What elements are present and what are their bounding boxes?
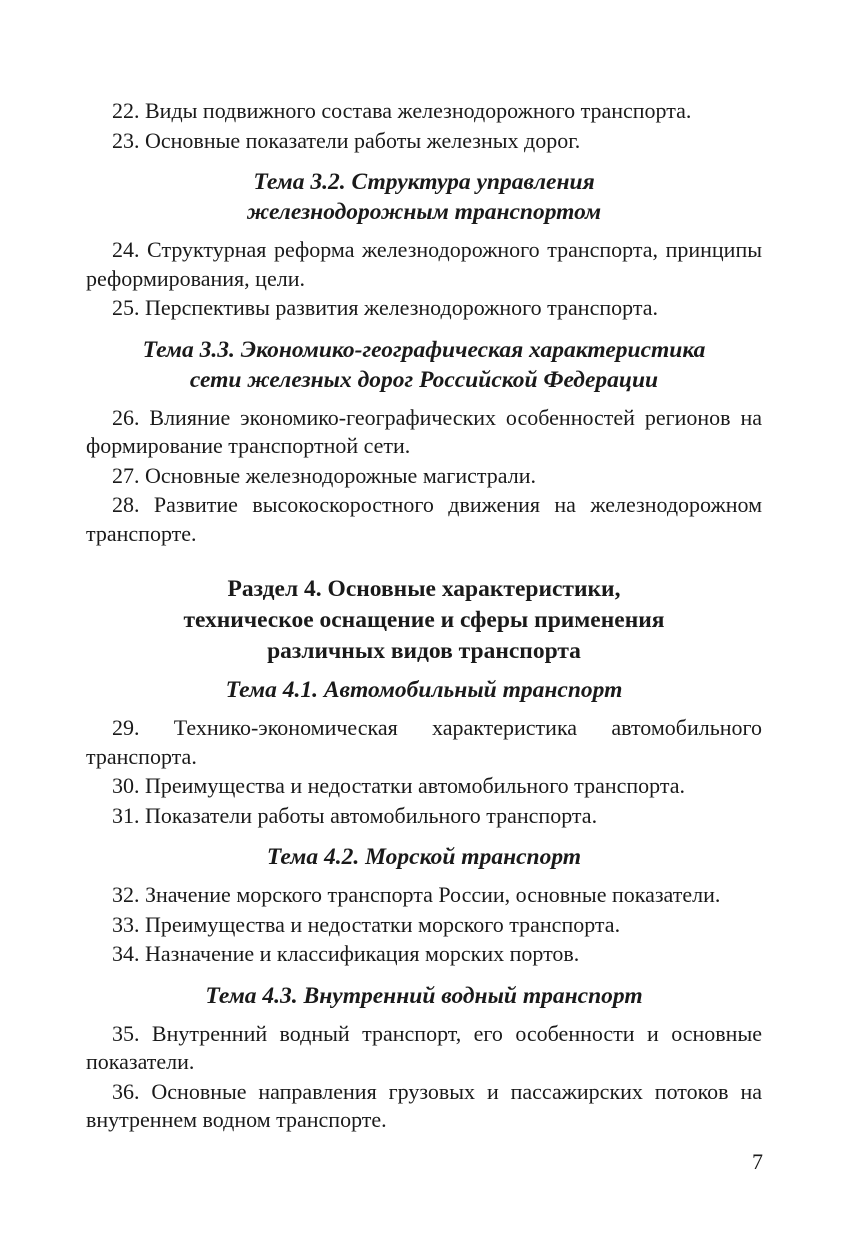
list-item: 23. Основные показатели работы железных дорог. xyxy=(112,127,581,153)
list-item: 25. Перспективы развития железнодорожного транспорта. xyxy=(112,295,658,320)
list-item: 22. Виды подвижного состава железнодорожного транспорта. xyxy=(112,98,692,123)
topic-heading xyxy=(86,981,762,1011)
topic-heading-line: Тема 4.3. Внутренний водный транспорт xyxy=(205,982,643,1009)
topic-heading xyxy=(86,842,762,872)
section-heading-line: различных видов транспорта xyxy=(267,638,581,664)
topic-heading xyxy=(86,167,762,227)
topic-heading-line: Тема 4.1. Автомобильный транспорт xyxy=(225,677,623,703)
section-heading-line: техническое оснащение и сферы применения xyxy=(183,607,665,633)
list-item: 34. Назначение и классификация морских портов. xyxy=(112,941,580,966)
list-item: 26. Влияние экономико-географических особенностей регионов на формирование транспортной сети. xyxy=(86,404,762,458)
topic-heading-line: Тема 3.3. Экономико-географическая характеристика xyxy=(142,336,706,363)
section-heading-line: Раздел 4. Основные характеристики, xyxy=(227,576,621,602)
list-item: 33. Преимущества и недостатки морского транспорта. xyxy=(112,911,621,937)
list-item: 24. Структурная реформа железнодорожного транспорта, принципы реформирования, цели. xyxy=(86,237,762,291)
topic-heading-line: сети железных дорог Российской Федерации xyxy=(189,366,659,393)
section-heading xyxy=(86,574,762,667)
list-item: 31. Показатели работы автомобильного транспорта. xyxy=(112,802,598,828)
list-item: 32. Значение морского транспорта России, основные показатели. xyxy=(112,882,721,907)
list-item: 27. Основные железнодорожные магистрали. xyxy=(112,462,537,488)
page-content xyxy=(86,97,762,1136)
topic-heading xyxy=(86,675,762,705)
list-item: 35. Внутренний водный транспорт, его особенности и основные показатели. xyxy=(86,1020,762,1074)
list-item: 28. Развитие высокоскоростного движения на железнодорожном транспорте. xyxy=(86,492,762,546)
topic-heading xyxy=(86,335,762,395)
list-item: 36. Основные направления грузовых и пассажирских потоков на внутреннем водном транспорте. xyxy=(86,1078,762,1132)
topic-heading-line: Тема 4.2. Морской транспорт xyxy=(266,844,582,870)
topic-heading-line: железнодорожным транспортом xyxy=(246,199,602,225)
page-number: 7 xyxy=(752,1149,763,1174)
topic-heading-line: Тема 3.2. Структура управления xyxy=(253,169,595,195)
list-item: 30. Преимущества и недостатки автомобильного транспорта. xyxy=(112,773,685,798)
list-item: 29. Технико-экономическая характеристика автомобильного транспорта. xyxy=(86,715,762,769)
